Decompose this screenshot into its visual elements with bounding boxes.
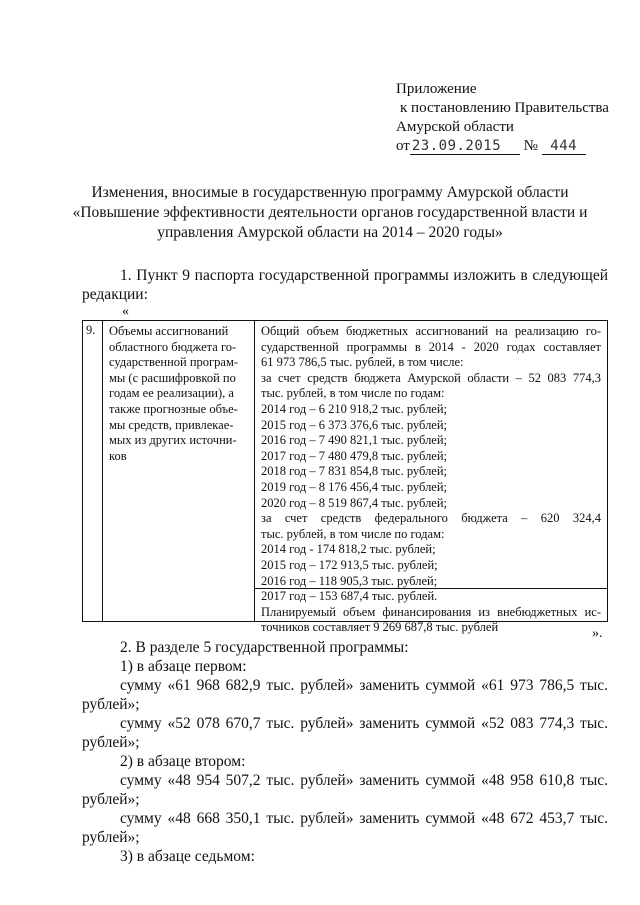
table-value-line: 2018 год – 7 831 854,8 тыс. рублей; [261,464,448,479]
decree-date: 23.09.2015 [410,138,520,155]
table-value-line: 2015 год – 172 913,5 тыс. рублей; [261,557,438,572]
replacement-3-line-1: сумму «48 954 507,2 тыс. рублей» заменить суммой «48 958 610,8 тыс. [120,772,608,789]
table-value-line: сударственной программы в 2014 - 2020 годах составляет [261,339,601,354]
replacement-3-line-2: рублей»; [82,791,140,808]
appendix-header [396,80,609,156]
replacement-1-line-2: рублей»; [82,696,140,713]
replacement-4-line-2: рублей»; [82,829,140,846]
table-value-line: тыс. рублей, в том числе по годам: [261,526,445,541]
number-prefix: № [523,138,538,154]
passport-table [82,320,608,635]
item-2-heading: 2. В разделе 5 государственной программы: [120,639,409,656]
replacement-1-line-1: сумму «61 968 682,9 тыс. рублей» заменить суммой «61 973 786,5 тыс. [120,677,608,694]
table-value-line: точников составляет 9 269 687,8 тыс. рублей [261,620,499,635]
table-value-line: 2020 год – 8 519 867,4 тыс. рублей; [261,495,448,510]
table-name-line: также прогнозные объе- [109,401,238,416]
appendix-decree: к постановлению Правительства [400,100,609,116]
table-value-line: 2014 год - 174 818,2 тыс. рублей; [261,542,436,557]
item-1-line-2: редакции: [82,286,148,303]
table-value-line: 2019 год – 8 176 456,4 тыс. рублей; [261,479,448,494]
item-1-paragraph [82,266,608,304]
table-value-line: за счет средств федерального бюджета – 620 324,4 [261,511,601,526]
replacement-2-line-1: сумму «52 078 670,7 тыс. рублей» заменить суммой «52 083 774,3 тыс. [120,715,608,732]
table-name-line: годам ее реализации), а [109,386,234,401]
decree-number: 444 [542,138,586,155]
table-inner-divider [255,588,607,589]
table-value-line: 2016 год – 118 905,3 тыс. рублей; [261,573,438,588]
table-name-line: Объемы ассигнований [109,324,229,338]
table-value-line: за счет средств бюджета Амурской области – 52 083 774,3 [261,370,601,385]
table-value-line: 2017 год – 7 480 479,8 тыс. рублей; [261,448,448,463]
title-line-1: Изменения, вносимые в государственную программу Амурской области [91,184,569,201]
table-value-line: 61 973 786,5 тыс. рублей, в том числе: [261,355,464,370]
table-name-line: ков [109,448,127,463]
table-name-line: мы (с расшифровкой по [109,370,236,385]
table-name-cell [103,321,255,621]
table-value-line: 2014 год – 6 210 918,2 тыс. рублей; [261,401,448,416]
table-value-line: Планируемый объем финансирования из внебюджетных ис- [261,604,601,619]
body-text [82,638,608,866]
table-value-line: 2016 год – 7 490 821,1 тыс. рублей; [261,433,448,448]
item-1-line-1: 1. Пункт 9 паспорта государственной программы изложить в следующей [120,267,608,284]
table-value-line: 2015 год – 6 373 376,6 тыс. рублей; [261,417,448,432]
appendix-date-line [396,137,609,156]
table-value-line: Общий объем бюджетных ассигнований на реализацию го- [261,324,601,338]
document-title [60,183,600,243]
table-value-cell [255,321,607,635]
table-name-line: мы средств, привлекае- [109,417,234,432]
table-value-line: тыс. рублей, в том числе по годам: [261,386,445,401]
quote-close: ». [592,626,603,641]
replacement-4-line-1: сумму «48 668 350,1 тыс. рублей» заменить суммой «48 672 453,7 тыс. [120,810,608,827]
sub-item-2: 2) в абзаце втором: [120,753,246,770]
appendix-region: Амурской области [396,119,514,135]
replacement-2-line-2: рублей»; [82,734,140,751]
table-name-line: областного бюджета го- [109,339,237,354]
title-line-3: управления Амурской области на 2014 – 2020 годы» [157,224,503,241]
title-line-2: «Повышение эффективности деятельности органов государственной власти и [72,204,588,221]
appendix-title: Приложение [396,81,477,97]
sub-item-3: 3) в абзаце седьмом: [120,848,255,865]
table-name-line: сударственной програм- [109,355,239,370]
table-name-line: мых из других источни- [109,433,237,448]
quote-open: « [122,304,129,319]
table-row-number: 9. [83,321,103,621]
date-prefix: от [396,138,410,154]
table-value-line: 2017 год – 153 687,4 тыс. рублей. [261,589,438,604]
sub-item-1: 1) в абзаце первом: [120,658,247,675]
